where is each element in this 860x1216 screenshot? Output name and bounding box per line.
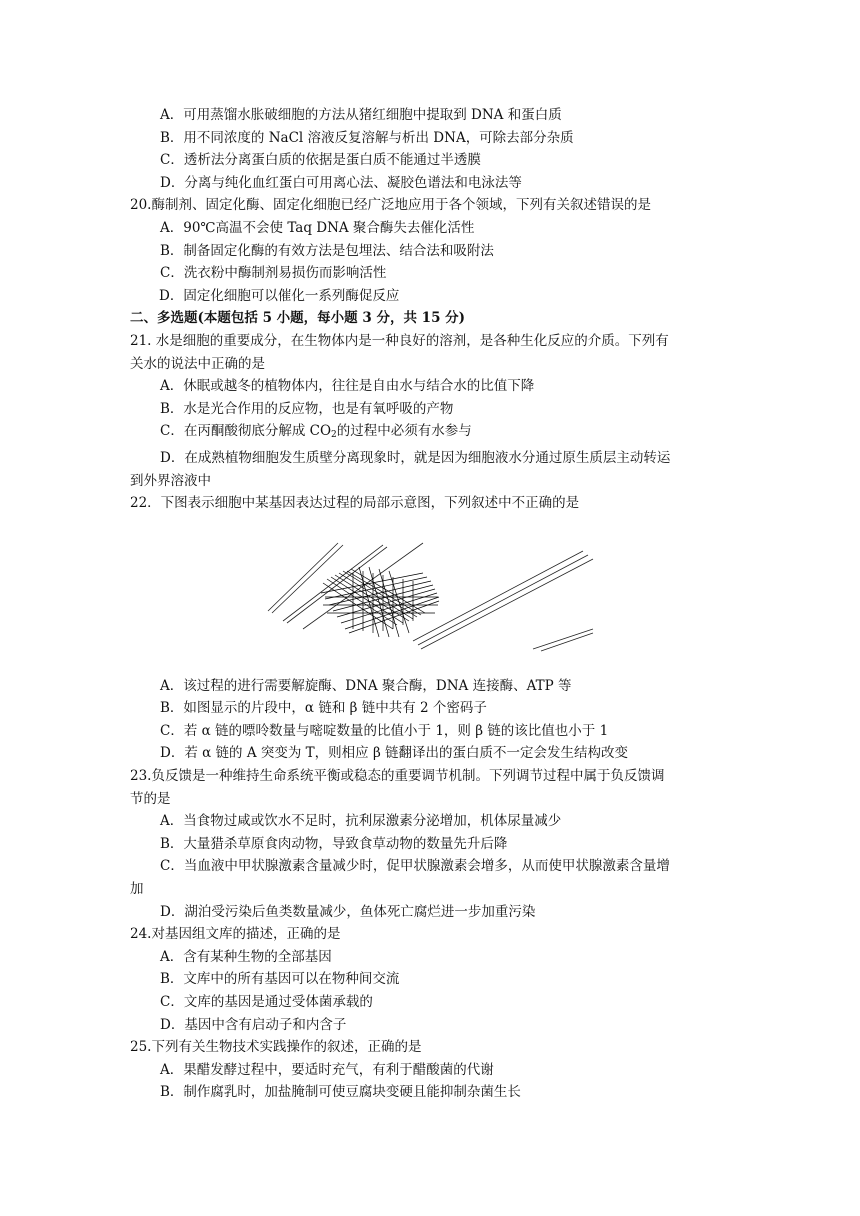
q19-option-d: D．分离与纯化血红蛋白可用离心法、凝胶色谱法和电泳法等 (160, 174, 522, 191)
gene-expression-figure (130, 523, 735, 663)
q21-option-d-line1: D．在成熟植物细胞发生质壁分离现象时，就是因为细胞液水分通过原生质层主动转运 (160, 449, 671, 466)
q23-option-b: B．大量猎杀草原食肉动物，导致食草动物的数量先升后降 (160, 835, 508, 852)
q23-option-c-line2: 加 (130, 881, 144, 898)
q23-option-a: A．当食物过咸或饮水不足时，抗利尿激素分泌增加，机体尿量减少 (160, 813, 562, 830)
q22-option-d: D．若 α 链的 A 突变为 T，则相应 β 链翻译出的蛋白质不一定会发生结构改变 (160, 745, 629, 762)
q19-option-a: A．可用蒸馏水胀破细胞的方法从猪红细胞中提取到 DNA 和蛋白质 (160, 107, 562, 123)
exam-content (130, 104, 735, 1104)
q21-option-a: A．休眠或越冬的植物体内，往往是自由水与结合水的比值下降 (160, 378, 535, 395)
q21-option-c-text-end: 的过程中必须有水参与 (336, 423, 472, 440)
q25-option-a: A．果醋发酵过程中，要适时充气，有利于醋酸菌的代谢 (160, 1061, 494, 1078)
q22-option-c: C．若 α 链的嘌呤数量与嘧啶数量的比值小于 1，则 β 链的该比值也小于 1 (160, 722, 609, 739)
q25-option-b: B．制作腐乳时，加盐腌制可使豆腐块变硬且能抑制杂菌生长 (160, 1084, 521, 1101)
q22-option-b: B．如图显示的片段中，α 链和 β 链中共有 2 个密码子 (160, 700, 487, 717)
q24-option-a: A．含有某种生物的全部基因 (160, 948, 332, 965)
q24-option-d: D．基因中含有启动子和内含子 (160, 1016, 347, 1033)
q19-option-b: B．用不同浓度的 NaCl 溶液反复溶解与析出 DNA，可除去部分杂质 (160, 129, 574, 146)
q21-option-d-line2: 到外界溶液中 (130, 472, 211, 489)
q23-option-c-line1: C．当血液中甲状腺激素含量减少时，促甲状腺激素会增多，从而使甲状腺激素含量增 (160, 858, 670, 875)
q21-option-b: B．水是光合作用的反应物，也是有氧呼吸的产物 (160, 400, 454, 417)
q19-option-c: C．透析法分离蛋白质的依据是蛋白质不能通过半透膜 (160, 152, 481, 169)
q21-stem-line2: 关水的说法中正确的是 (130, 355, 265, 372)
section-2-heading: 二、多选题(本题包括 5 小题，每小题 3 分，共 15 分) (130, 310, 466, 327)
q20-option-a: A．90℃高温不会使 Taq DNA 聚合酶失去催化活性 (160, 219, 475, 236)
q20-option-c: C．洗衣粉中酶制剂易损伤而影响活性 (160, 265, 387, 282)
q22-stem: 22．下图表示细胞中某基因表达过程的局部示意图，下列叙述中不正确的是 (130, 495, 580, 512)
q24-option-c: C．文库的基因是通过受体菌承载的 (160, 994, 373, 1010)
q24-option-b: B．文库中的所有基因可以在物种间交流 (160, 971, 400, 988)
q22-option-a: A．该过程的进行需要解旋酶、DNA 聚合酶，DNA 连接酶、ATP 等 (160, 677, 572, 694)
q23-stem-line2: 节的是 (130, 790, 171, 807)
q20-option-d: D．固定化细胞可以催化一系列酶促反应 (159, 287, 400, 304)
q21-stem-line1: 21. 水是细胞的重要成分，在生物体内是一种良好的溶剂，是各种生化反应的介质。下列有 (130, 332, 669, 349)
q20-option-b: B．制备固定化酶的有效方法是包埋法、结合法和吸附法 (160, 242, 494, 259)
q20-stem: 20.酶制剂、固定化酶、固定化细胞已经广泛地应用于各个领域，下列有关叙述错误的是 (130, 197, 651, 214)
q23-stem-line1: 23.负反馈是一种维持生命系统平衡或稳态的重要调节机制。下列调节过程中属于负反馈调 (130, 768, 665, 785)
q25-stem: 25.下列有关生物技术实践操作的叙述，正确的是 (130, 1039, 422, 1056)
q21-option-c-text: C．在丙酮酸彻底分解成 CO (160, 423, 332, 440)
q21-option-c (130, 420, 735, 447)
gene-expression-diagram (263, 533, 603, 653)
q24-stem: 24.对基因组文库的描述，正确的是 (130, 926, 341, 943)
q23-option-d: D．湖泊受污染后鱼类数量减少，鱼体死亡腐烂进一步加重污染 (160, 903, 536, 920)
q21-option-c-subscript: 2 (331, 430, 337, 441)
